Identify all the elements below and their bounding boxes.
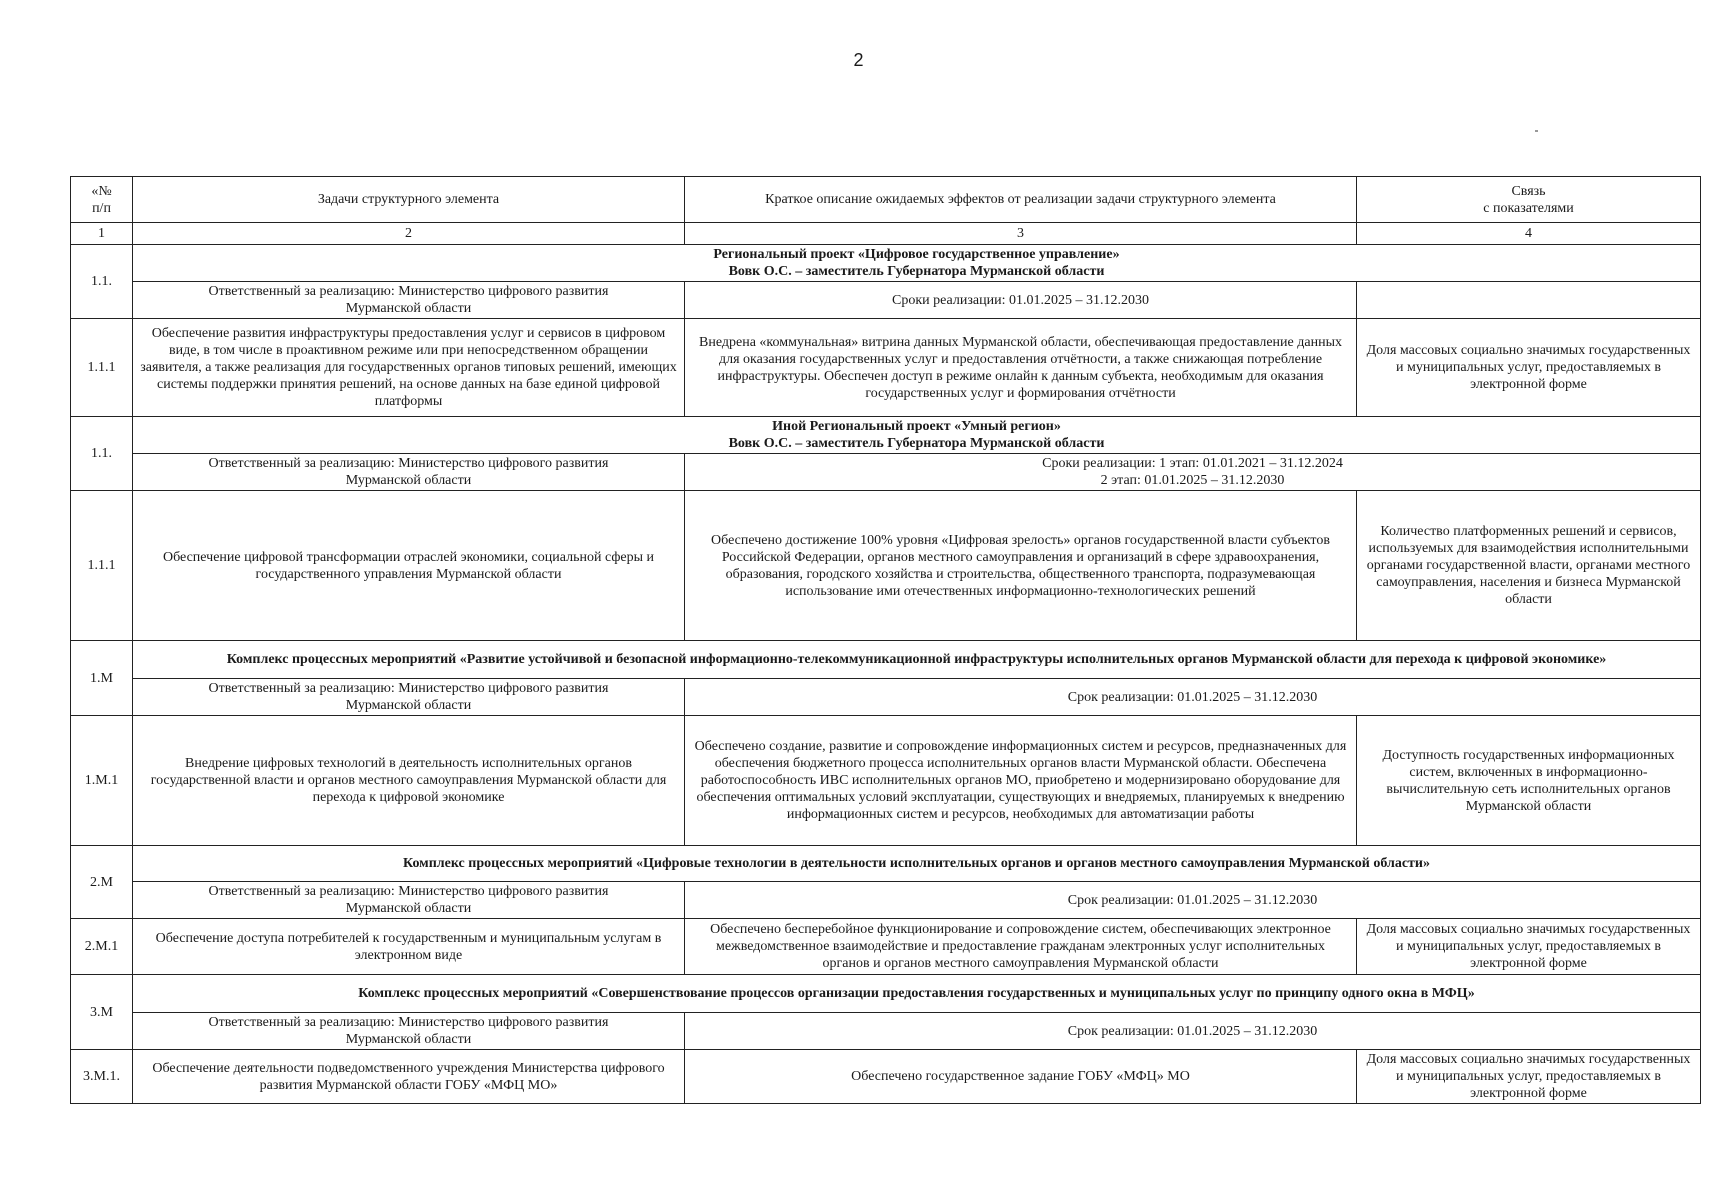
- header-effects: Краткое описание ожидаемых эффектов от реализации задачи структурного элемента: [685, 177, 1357, 223]
- responsible-text: Ответственный за реализацию: Министерство цифрового развития Мурманской области: [133, 1013, 685, 1050]
- row-task: Обеспечение цифровой трансформации отраслей экономики, социальной сферы и государственного управления Мурманской области: [133, 491, 685, 641]
- section-responsible-row: [71, 882, 1701, 919]
- period-text: Срок реализации: 01.01.2025 – 31.12.2030: [685, 679, 1701, 716]
- header-link: Связь с показателями: [1357, 177, 1701, 223]
- row-indicator: Доля массовых социально значимых государственных и муниципальных услуг, предоставляемых в электронной форме: [1357, 919, 1701, 975]
- structural-elements-table: [70, 176, 1701, 1104]
- row-indicator: Количество платформенных решений и сервисов, используемых для взаимодействия исполнительными органами государственной власти, органами местного самоуправления, населения и бизнеса Мурманской области: [1357, 491, 1701, 641]
- table-row: [71, 1050, 1701, 1104]
- row-id: 2.М.1: [71, 919, 133, 975]
- section-title-row: [71, 846, 1701, 882]
- col-number-1: 1: [71, 223, 133, 245]
- row-effect: Обеспечено достижение 100% уровня «Цифровая зрелость» органов государственной власти субъектов Российской Федерации, органов местного самоуправления и организаций в сфере здравоохранения, образования, городского хозяйства и строительства, общественного транспорта, подразумевающая использование ими отечественных информационно-технологических решений: [685, 491, 1357, 641]
- row-task: Внедрение цифровых технологий в деятельность исполнительных органов государственной власти и органов местного самоуправления Мурманской области для перехода к цифровой экономике: [133, 716, 685, 846]
- section-id: 3.М: [71, 975, 133, 1050]
- period-cell: [685, 454, 1701, 491]
- section-title: Иной Региональный проект «Умный регион» Вовк О.С. – заместитель Губернатора Мурманской области: [133, 417, 1701, 454]
- table-row: [71, 491, 1701, 641]
- section-responsible-row: [71, 454, 1701, 491]
- row-task: Обеспечение развития инфраструктуры предоставления услуг и сервисов в цифровом виде, в том числе в проактивном режиме или при непосредственном обращении заявителя, а также реализация для государственных органов типовых решений, имеющих системы поддержки принятия решений, на основе данных на базе единой цифровой платформы: [133, 319, 685, 417]
- responsible-text: Ответственный за реализацию: Министерство цифрового развития Мурманской области: [133, 454, 685, 491]
- col-number-2: 2: [133, 223, 685, 245]
- responsible-text: Ответственный за реализацию: Министерство цифрового развития Мурманской области: [133, 282, 685, 319]
- period-stage-2: 2 этап: 01.01.2025 – 31.12.2030: [1100, 473, 1285, 488]
- period-text: Сроки реализации: 01.01.2025 – 31.12.2030: [685, 282, 1357, 319]
- responsible-text: Ответственный за реализацию: Министерство цифрового развития Мурманской области: [133, 679, 685, 716]
- section-title-row: [71, 975, 1701, 1013]
- section-title: Комплекс процессных мероприятий «Цифровые технологии в деятельности исполнительных органов и органов местного самоуправления Мурманской области»: [133, 846, 1701, 882]
- section-title-row: [71, 417, 1701, 454]
- row-indicator: Доступность государственных информационных систем, включенных в информационно-вычислительную сеть исполнительных органов Мурманской области: [1357, 716, 1701, 846]
- row-id: 1.1.1: [71, 491, 133, 641]
- scan-speck: [1535, 130, 1538, 132]
- row-effect: Обеспечено государственное задание ГОБУ «МФЦ» МО: [685, 1050, 1357, 1104]
- section-responsible-row: [71, 282, 1701, 319]
- col-number-4: 4: [1357, 223, 1701, 245]
- section-title: Комплекс процессных мероприятий «Совершенствование процессов организации предоставления государственных и муниципальных услуг по принципу одного окна в МФЦ»: [133, 975, 1701, 1013]
- period-text: Срок реализации: 01.01.2025 – 31.12.2030: [685, 1013, 1701, 1050]
- row-effect: Обеспечено бесперебойное функционирование и сопровождение систем, обеспечивающих электронное межведомственное взаимодействие и предоставление гражданам электронных услуг исполнительных органов и органов местного самоуправления Мурманской области: [685, 919, 1357, 975]
- column-number-row: [71, 223, 1701, 245]
- header-num: «№ п/п: [71, 177, 133, 223]
- table-row: [71, 919, 1701, 975]
- header-tasks: Задачи структурного элемента: [133, 177, 685, 223]
- section-id: 2.М: [71, 846, 133, 919]
- section-title-row: [71, 245, 1701, 282]
- section-title: Региональный проект «Цифровое государственное управление» Вовк О.С. – заместитель Губернатора Мурманской области: [133, 245, 1701, 282]
- period-text: Срок реализации: 01.01.2025 – 31.12.2030: [685, 882, 1701, 919]
- section-id: 1.М: [71, 641, 133, 716]
- section-title-row: [71, 641, 1701, 679]
- table-header-row: [71, 177, 1701, 223]
- section-id: 1.1.: [71, 417, 133, 491]
- section-title: Комплекс процессных мероприятий «Развитие устойчивой и безопасной информационно-телекоммуникационной инфраструктуры исполнительных органов Мурманской области для перехода к цифровой экономике»: [133, 641, 1701, 679]
- period-text: Сроки реализации: 1 этап: 01.01.2021 – 31.12.2024: [1042, 456, 1343, 471]
- page-number: 2: [853, 50, 864, 70]
- row-effect: Обеспечено создание, развитие и сопровождение информационных систем и ресурсов, предназначенных для обеспечения бюджетного процесса исполнительных органов власти Мурманской области. Обеспечена работоспособность ИВС исполнительных органов МО, приобретено и модернизировано оборудование для обеспечения оптимальных условий эксплуатации, существующих и внедряемых, планируемых к внедрению информационных систем и ресурсов, необходимых для автоматизации работы: [685, 716, 1357, 846]
- row-id: 1.М.1: [71, 716, 133, 846]
- section-responsible-row: [71, 1013, 1701, 1050]
- row-id: 3.М.1.: [71, 1050, 133, 1104]
- row-task: Обеспечение доступа потребителей к государственным и муниципальным услугам в электронном виде: [133, 919, 685, 975]
- empty-cell: [1357, 282, 1701, 319]
- section-responsible-row: [71, 679, 1701, 716]
- row-indicator: Доля массовых социально значимых государственных и муниципальных услуг, предоставляемых в электронной форме: [1357, 1050, 1701, 1104]
- table-row: [71, 716, 1701, 846]
- col-number-3: 3: [685, 223, 1357, 245]
- row-indicator: Доля массовых социально значимых государственных и муниципальных услуг, предоставляемых в электронной форме: [1357, 319, 1701, 417]
- table-row: [71, 319, 1701, 417]
- responsible-text: Ответственный за реализацию: Министерство цифрового развития Мурманской области: [133, 882, 685, 919]
- row-effect: Внедрена «коммунальная» витрина данных Мурманской области, обеспечивающая предоставление данных для оказания государственных услуг и предоставления отчётности, а также снижающая потребление инфраструктуры. Обеспечен доступ в режиме онлайн к данным субъекта, необходимым для оказания государственных услуг и формирования отчётности: [685, 319, 1357, 417]
- section-id: 1.1.: [71, 245, 133, 319]
- row-id: 1.1.1: [71, 319, 133, 417]
- row-task: Обеспечение деятельности подведомственного учреждения Министерства цифрового развития Мурманской области ГОБУ «МФЦ МО»: [133, 1050, 685, 1104]
